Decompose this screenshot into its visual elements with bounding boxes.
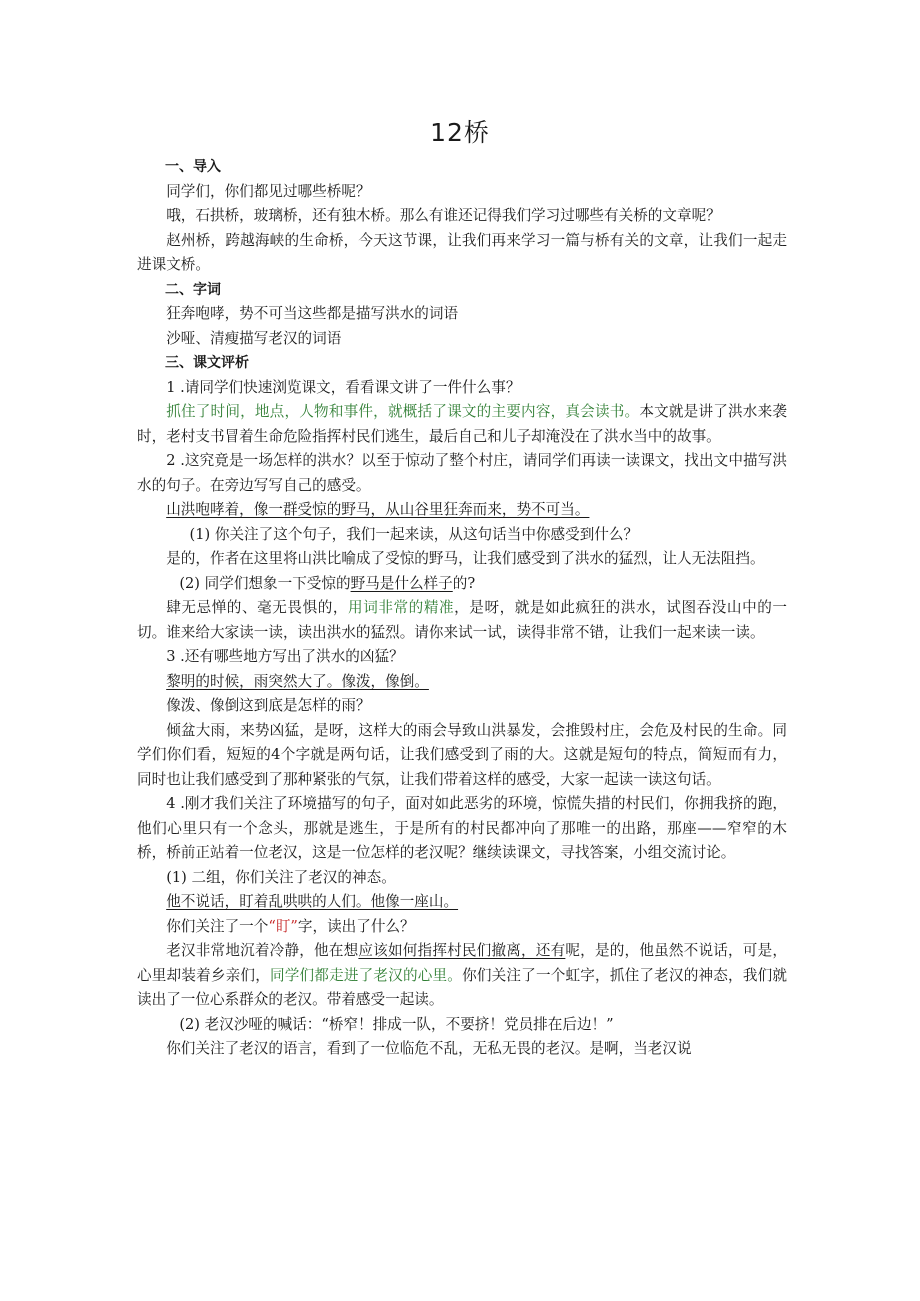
sub-question: (2) 老汉沙哑的喊话：“桥窄！排成一队，不要挤！党员排在后边！” [179,1015,614,1033]
paragraph: 同学们，你们都见过哪些桥呢？ [166,182,371,200]
paragraph: 狂奔咆哮，势不可当这些都是描写洪水的词语 [166,305,459,322]
question-2: 2 .这究竟是一场怎样的洪水？以至于惊动了整个村庄，请同学们再读一读课文，找出文中描写洪水的句子。在旁边写写自己的感受。 [137,452,787,494]
sub-question: (1) 二组，你们关注了老汉的神态。 [166,868,396,886]
highlight-green: 抓住了时间，地点，人物和事件，就概括了课文的主要内容，真会读书。 [166,403,640,420]
quote-sentence: 山洪咆哮着，像一群受惊的野马，从山谷里狂奔而来，势不可当。 [166,501,590,518]
paragraph: 哦，石拱桥，玻璃桥，还有独木桥。那么有谁还记得我们学习过哪些有关桥的文章呢？ [166,207,721,224]
sub-question: (1) 你关注了这个句子，我们一起来读，从这句话当中你感受到什么？ [189,525,639,543]
paragraph: 肆无忌惮的、毫无畏惧的，用词非常的精准，是呀，就是如此疯狂的洪水，试图吞没山中的一切。谁来给大家读一读，读出洪水的猛烈。请你来试一试，读得非常不错，让我们一起来读一读。 [137,599,787,641]
quote-sentence: 他不说话，盯着乱哄哄的人们。他像一座山。 [166,893,459,910]
paragraph: 沙哑、清瘦描写老汉的词语 [166,329,342,347]
highlight-green: 同学们都走进了老汉的心里。 [269,966,463,984]
lesson-content [137,155,787,1062]
paragraph: 你们关注了一个“盯”字，读出了什么？ [166,917,415,935]
section-heading-analysis: 三、课文评析 [165,355,249,371]
question-3: 3 .还有哪些地方写出了洪水的凶猛？ [166,648,404,665]
highlight-green: 用词非常的精准 [348,599,455,616]
highlight-red: “盯” [268,917,298,935]
question-4: 4 .刚才我们关注了环境描写的句子，面对如此恶劣的环境，惊慌失措的村民们，你拥我挤的跑，他们心里只有一个念头，那就是逃生，于是所有的村民都冲向了那唯一的出路，那座——窄窄的木桥，桥前正站着一位老汉，这是一位怎样的老汉呢？继续读课文，寻找答案，小组交流讨论。 [137,795,787,861]
quote-sentence: 黎明的时候，雨突然大了。像泼，像倒。 [166,672,429,690]
paragraph: 是的，作者在这里将山洪比喻成了受惊的野马，让我们感受到了洪水的猛烈，让人无法阻挡。 [166,550,765,567]
paragraph: 倾盆大雨，来势凶猛，是呀，这样大的雨会导致山洪暴发，会推毁村庄，会危及村民的生命。同学们你们看，短短的4个字就是两句话，让我们感受到了雨的大。这就是短句的特点，简短而有力，同时也让我们感受到了那种紧张的气氛，让我们带着这样的感受，大家一起读一读这句话。 [137,721,787,788]
paragraph: 像泼、像倒这到底是怎样的雨？ [166,697,371,714]
section-heading-words: 二、字词 [165,281,221,298]
paragraph: 抓住了时间，地点，人物和事件，就概括了课文的主要内容，真会读书。本文就是讲了洪水来袭时，老村支书冒着生命危险指挥村民们逃生，最后自己和儿子却淹没在了洪水当中的故事。 [137,403,787,445]
question-1: 1 .请同学们快速浏览课文，看看课文讲了一件什么事？ [166,378,521,396]
paragraph: 赵州桥，跨越海峡的生命桥，今天这节课，让我们再来学习一篇与桥有关的文章，让我们一起走进课文桥。 [137,231,787,273]
section-heading-intro: 一、导入 [165,159,221,175]
page-title: 12桥 [430,118,490,147]
paragraph: 老汉非常地沉着冷静，他在想应该如何指挥村民们撤离，还有呢，是的，他虽然不说话，可是，心里却装着乡亲们，同学们都走进了老汉的心里。你们关注了一个虹字，抓住了老汉的神态，我们就读出了一位心系群众的老汉。带着感受一起读。 [137,942,787,1008]
sub-question: (2) 同学们想象一下受惊的野马是什么样子的? [179,574,476,592]
paragraph: 你们关注了老汉的语言，看到了一位临危不乱，无私无畏的老汉。是啊，当老汉说 [166,1040,692,1057]
